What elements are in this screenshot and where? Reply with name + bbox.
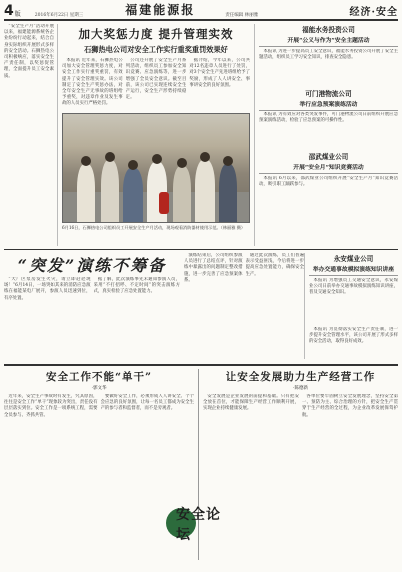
photo-person-head	[152, 154, 162, 164]
page-number: 4	[4, 3, 14, 19]
editorial-body	[203, 394, 398, 544]
side-news-title: 举行应急预案演练活动	[299, 101, 358, 108]
side-news-source: 可门港物流公司	[305, 89, 352, 98]
issue-date: 2016年6月22日 星期三	[34, 13, 84, 18]
photo-person-head	[177, 158, 187, 168]
side-news-body: 本报讯 为贯彻落实安全生产责任制，进一步提升安全管理水平，该公司开展了形式多样的安全活动，取得良好成效。	[309, 326, 398, 344]
lead-subheadline: 石狮热电公司对安全工作实行重奖重罚效果好	[84, 45, 228, 54]
divider	[259, 110, 398, 111]
side-news-body: 本报讯 为进一步提高员工安全意识，福能水务投资公司开展了安全主题活动，组织员工学习安全知识，排查安全隐患。	[259, 48, 398, 60]
top-section	[4, 24, 398, 246]
drill-headline: “突发”演练不筹备	[17, 256, 167, 275]
drill-article	[4, 253, 184, 359]
middle-section	[4, 249, 398, 359]
drill-article-continued	[184, 253, 304, 359]
lead-column: 公司还开展了安全生产月系列活动，组织员工参加安全知识竞赛、应急演练等，进一步增强了全员安全意识。截至目前，该公司已实现连续安全生产运行，安全生产形势持续稳定。	[125, 58, 187, 101]
masthead	[4, 3, 398, 21]
divider	[259, 46, 398, 47]
editorial-author: ·陈德新	[293, 386, 308, 391]
photo-person	[219, 164, 237, 222]
lead-article	[58, 24, 254, 246]
side-news-column	[304, 253, 398, 359]
editorial-column: 近年来，安全生产事故时有发生，究其原因，往往是安全工作“单干”现象较为突出，责任没有层层落实到位。安全工作是一项系统工程，需要全员参与、齐抓共管。	[4, 394, 98, 418]
photo-person	[101, 160, 119, 222]
side-news-body: 本报讯 为有效应对各类突发事件，可门港物流公司日前组织开展应急预案演练活动，检验了应急预案的可操作性。	[259, 112, 398, 124]
drill-column: 据了解，此次演练事先未通知参演人员，采用“不打招呼、不定时间”的突击演练方式，真实检验了应急处置能力。	[93, 277, 180, 295]
lead-body	[62, 58, 250, 110]
intro-column: “安全生产月”活动开展以来，福建能源系统各企业纷纷行动起来，结合自身实际组织开展形式多样的安全活动。石狮热电公司积极响应，落实安全生产责任制，以奖惩促管理，全面提升员工安全素质。	[4, 24, 58, 246]
lead-column: 本报讯 近年来，石狮热电公司加大安全管理奖惩力度，对安全工作实行重奖重罚，有效提升了安全管理实效。该公司制定了安全生产奖惩办法，对全年安全生产无事故的班组给予重奖，对违章作业及发生事故的人员实行严格处罚。	[62, 58, 123, 107]
editorial-right	[199, 369, 398, 560]
photo-person-head	[105, 152, 115, 162]
divider	[309, 275, 398, 276]
editorial-headline: 让安全发展助力生产经营工作	[225, 371, 376, 383]
photo-person-head	[128, 160, 138, 170]
section-title: 经济·安全	[349, 7, 398, 18]
photo-person-head	[81, 156, 91, 166]
editor-credit: 责任编辑 林丽雅	[225, 13, 259, 18]
photo-person	[173, 166, 191, 222]
photo-person	[195, 160, 215, 222]
safety-forum-logo	[166, 506, 228, 542]
lead-photo	[62, 113, 250, 223]
lead-headline: 加大奖惩力度 提升管理实效	[78, 27, 234, 41]
photo-person-head	[200, 152, 210, 162]
side-news-title: 举办交通事故模拟演练知识讲座	[312, 267, 395, 273]
drill-column: 演练结束后，公司组织参演人员进行了总结点评，针对演练中暴露出的问题制定整改措施，进一步完善了应急预案体系。	[184, 253, 243, 283]
editorial-column: 各单位要牢固树立安全发展理念，坚持安全第一、预防为主、综合治理的方针，把安全生产贯穿于生产经营的全过程，为企业改革发展保驾护航。	[302, 394, 398, 418]
side-news-body: 本报讯 6月以来，邵武煤业公司组织开展“安全生产月”知识竞赛活动，吸引职工踊跃参与。	[259, 175, 398, 187]
forum-label: 安全论坛	[176, 507, 221, 543]
side-news-title: 开展“安全月”知识竞赛活动	[293, 165, 364, 171]
drill-body	[4, 277, 180, 361]
drill-column: 通过此次演练，员工们普遍表示受益匪浅，今后将进一步提高应急处置能力，确保安全生产。	[245, 253, 304, 277]
editorial-author: ·郭文华	[91, 386, 107, 391]
editorial-headline: 安全工作不能“单干”	[45, 371, 153, 383]
photo-person	[77, 164, 95, 222]
paper-name: 福建能源报	[125, 3, 196, 17]
photo-caption: 6月16日，石狮热电公司组织员工开展安全生产月活动，现场观看消防器材使用示范。（林丽雅 摄）	[62, 225, 246, 230]
drill-column: “大厂区泵房发生火灾，请立即赶赴现场！”6月14日，一场突如其来的消防应急演练在福能某电厂展开，参演人员迅速到位，有序处置。	[4, 277, 91, 301]
side-news-source: 邵武煤业公司	[308, 153, 349, 161]
lead-column: 据介绍，今年以来，公司共对12名违章人员进行了处罚，对3个安全生产先进班组给予了奖励，形成了人人讲安全、事事讲安全的良好氛围。	[189, 58, 251, 88]
side-news-item	[259, 88, 398, 147]
side-news-item	[309, 253, 398, 322]
page-unit: 版	[14, 11, 21, 18]
editorial-column: 要做好安全工作，必须形成人人讲安全、个个会应急的良好氛围，让每一名员工都成为安全生产的参与者和监督者，而不是旁观者。	[100, 394, 194, 412]
side-news-source: 永安煤业公司	[333, 255, 374, 263]
divider	[259, 173, 398, 174]
photo-person	[123, 168, 143, 222]
side-news-title: 开展“公义与作为”安全主题活动	[287, 38, 370, 44]
side-news-source: 福能水务投资公司	[302, 26, 355, 34]
side-news-item	[259, 151, 398, 210]
fire-extinguisher-icon	[159, 192, 169, 214]
photo-person-head	[223, 156, 233, 166]
editorial-column: 安全发展是企业发展的前提和基础。只有把安全放在首位，才能保障生产经营工作顺利开展，实现企业持续健康发展。	[203, 394, 299, 412]
side-news-body: 本报讯 为增强员工交通安全意识，永安煤业公司日前举办交通事故模拟演练知识讲座，普及交通安全知识。	[309, 277, 398, 295]
side-news-column	[254, 24, 398, 246]
side-news-item	[259, 24, 398, 83]
